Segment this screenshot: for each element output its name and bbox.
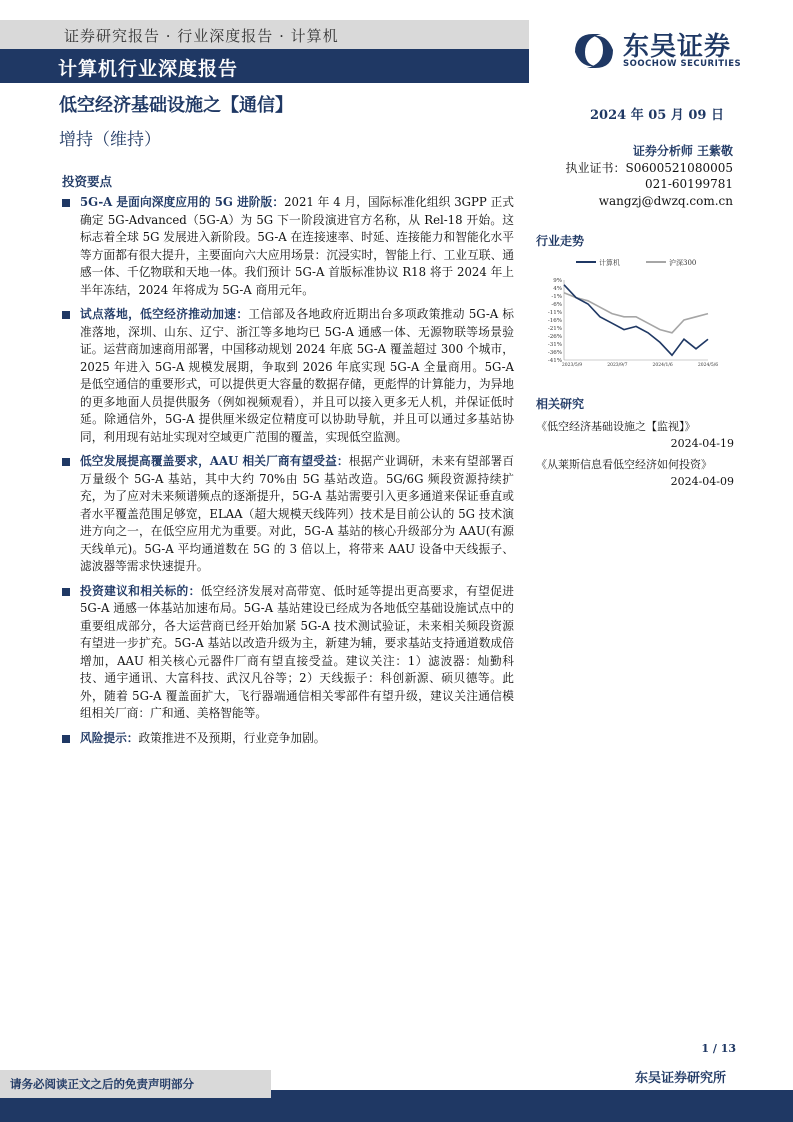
list-item <box>62 453 514 576</box>
legend-label-2: 沪深300 <box>669 259 697 267</box>
x-tick-label: 2024/1/6 <box>652 363 673 368</box>
y-tick-label: -31% <box>547 342 562 348</box>
breadcrumb-bar <box>0 20 529 49</box>
bullet-icon <box>62 199 70 207</box>
analyst-license: 执业证书：S0600521080005 <box>565 160 733 175</box>
analyst-info <box>561 143 733 209</box>
y-tick-label: 9% <box>553 278 562 284</box>
bullet-lead: 低空发展提高覆盖要求，AAU 相关厂商有望受益： <box>80 454 349 468</box>
related-item-date: 2024-04-09 <box>670 475 734 488</box>
summary-heading: 投资要点 <box>62 174 113 189</box>
bullet-text: 工信部及各地政府近期出台多项政策推动 5G-A 标准落地，深圳、山东、辽宁、浙江等多地均已 5G-A 通感一体、无源物联等场景验证。运营商加速商用部署，中国移动规划 2024 年底 5G-A 覆盖超过 300 个城市，2025 年进入 5G-A 规模发展期，争取到 2026 年底实现 5G-A 全量商用。5G-A 是低空通信的重要形式，可以提供更大容量的数据存储，更彪悍的计算能力，为异地的更多地面人员提供服务（例如视频观看），并且可以接入更多无人机，并保证低时延。除通信外，5G-A 提供厘米级定位精度可以协助导航，并且可以通过多基站协同，利用现有站址实现对空域更广范围的覆盖，实现低空监测。 <box>80 307 514 444</box>
logo-mark-icon <box>571 28 617 74</box>
report-title: 低空经济基础设施之【通信】 <box>59 95 293 116</box>
y-tick-label: -16% <box>547 318 562 324</box>
analyst-heading: 证券分析师 王紫敬 <box>632 144 733 158</box>
y-tick-label: -21% <box>547 326 562 332</box>
related-heading: 相关研究 <box>536 397 585 411</box>
institution: 东吴证券研究所 <box>634 1071 726 1086</box>
related-item-title[interactable]: 《低空经济基础设施之【监视】》 <box>536 420 696 433</box>
bullet-lead: 投资建议和相关标的： <box>80 583 201 598</box>
x-tick-label: 2024/5/6 <box>697 363 719 368</box>
list-item <box>62 583 514 723</box>
y-tick-label: -26% <box>547 334 562 340</box>
related-item-title[interactable]: 《从莱斯信息看低空经济如何投资》 <box>536 458 712 471</box>
list-item <box>62 306 514 446</box>
bullet-icon <box>62 311 70 319</box>
bullet-text: 低空经济发展对高带宽、低时延等提出更高要求，有望促进 5G-A 通感一体基站加速布局。5G-A 基站建设已经成为各地低空基础设施试点中的重要组成部分，各大运营商已经开始加紧 5G-A 技术测试验证，未来相关频段资源有望进一步扩充。5G-A 基站以改造升级为主，新建为辅，要求基站支持通道数成倍增加，AAU 相关核心元器件厂商有望直接受益。建议关注：1）滤波器：灿勤科技、通宇通讯、大富科技、武汉凡谷等；2）天线振子：科创新源、硕贝德等。此外，随着 5G-A 覆盖面扩大，飞行器端通信相关零部件有望升级，建议关注通信模组相关厂商：广和通、美格智能等。 <box>80 583 514 720</box>
list-item <box>62 194 514 299</box>
y-tick-label: -6% <box>551 302 562 308</box>
category-title: 计算机行业深度报告 <box>58 58 239 80</box>
company-logo <box>571 28 751 76</box>
analyst-phone: 021-60199781 <box>644 177 733 191</box>
bullet-text: 2021 年 4 月，国际标准化组织 3GPP 正式确定 5G-Advanced（5G-A）为 5G 下一阶段演进官方名称，从 Rel-18 开始。这标志着全球 5G 发展进入新阶段。5G-A 在连接速率、时延、连接能力和智能化水平等方面都有很大提升，主要面向六大应用场景：沉浸实时，智能上行、工业互联、通感一体、千亿物联和天地一体。我们预计 5G-A 首版标准协议 R18 将于 2024 年上半年冻结，2024 年将成为 5G-A 商用元年。 <box>80 195 514 297</box>
bullet-text: 根据产业调研，未来有望部署百万量级个 5G-A 基站，其中大约 70%由 5G 基站改造。5G/6G 频段资源持续扩充，为了应对未来频谱频点的逐渐提升，5G-A 基站需要引入更多通道来保证垂直或者水平覆盖范围足够宽，ELAA（超大规模天线阵列）技术是目前公认的 5G 技术演进方向之一，在低空应用尤为重要。对此，5G-A 基站的核心升级部分为 AAU(有源天线单元)。5G-A 平均通道数在 5G 的 3 倍以上，将带来 AAU 设备中天线振子、滤波器等需求快速提升。 <box>80 454 514 573</box>
logo-text-en: SOOCHOW SECURITIES <box>623 59 742 69</box>
list-item <box>62 730 514 748</box>
rating: 增持（维持） <box>59 130 161 150</box>
bullet-text: 政策推进不及预期，行业竞争加剧。 <box>138 730 326 745</box>
breadcrumb: 证券研究报告 · 行业深度报告 · 计算机 <box>64 27 339 45</box>
y-tick-label: -41% <box>547 358 562 364</box>
trend-chart-svg <box>536 254 736 370</box>
analyst-email[interactable]: wangzj@dwzq.com.cn <box>598 193 733 208</box>
bullet-icon <box>62 588 70 596</box>
trend-heading: 行业走势 <box>536 234 585 248</box>
bullet-lead: 试点落地，低空经济推动加速： <box>80 307 249 321</box>
bullet-lead: 风险提示： <box>80 730 139 745</box>
y-tick-label: 4% <box>553 286 562 292</box>
bullet-icon <box>62 458 70 466</box>
related-list <box>536 418 734 494</box>
logo-text-cn: 东吴证券 <box>623 32 732 62</box>
y-tick-label: -11% <box>547 310 562 316</box>
bullet-icon <box>62 735 70 743</box>
disclaimer: 请务必阅读正文之后的免责声明部分 <box>10 1077 194 1091</box>
summary-bullets <box>62 194 514 754</box>
related-item-date: 2024-04-19 <box>670 437 734 450</box>
disclaimer-bar <box>0 1070 271 1098</box>
x-tick-label: 2023/5/9 <box>561 363 583 368</box>
page-number: 1 / 13 <box>701 1042 736 1055</box>
report-date: 2024 年 05 月 09 日 <box>590 108 724 123</box>
legend-label-1: 计算机 <box>599 259 620 267</box>
bullet-lead: 5G-A 是面向深度应用的 5G 进阶版： <box>80 195 285 209</box>
trend-chart <box>536 254 736 370</box>
x-tick-label: 2023/9/7 <box>607 363 628 368</box>
y-tick-label: -1% <box>551 294 562 300</box>
category-bar <box>0 49 529 83</box>
y-tick-label: -36% <box>547 350 562 356</box>
